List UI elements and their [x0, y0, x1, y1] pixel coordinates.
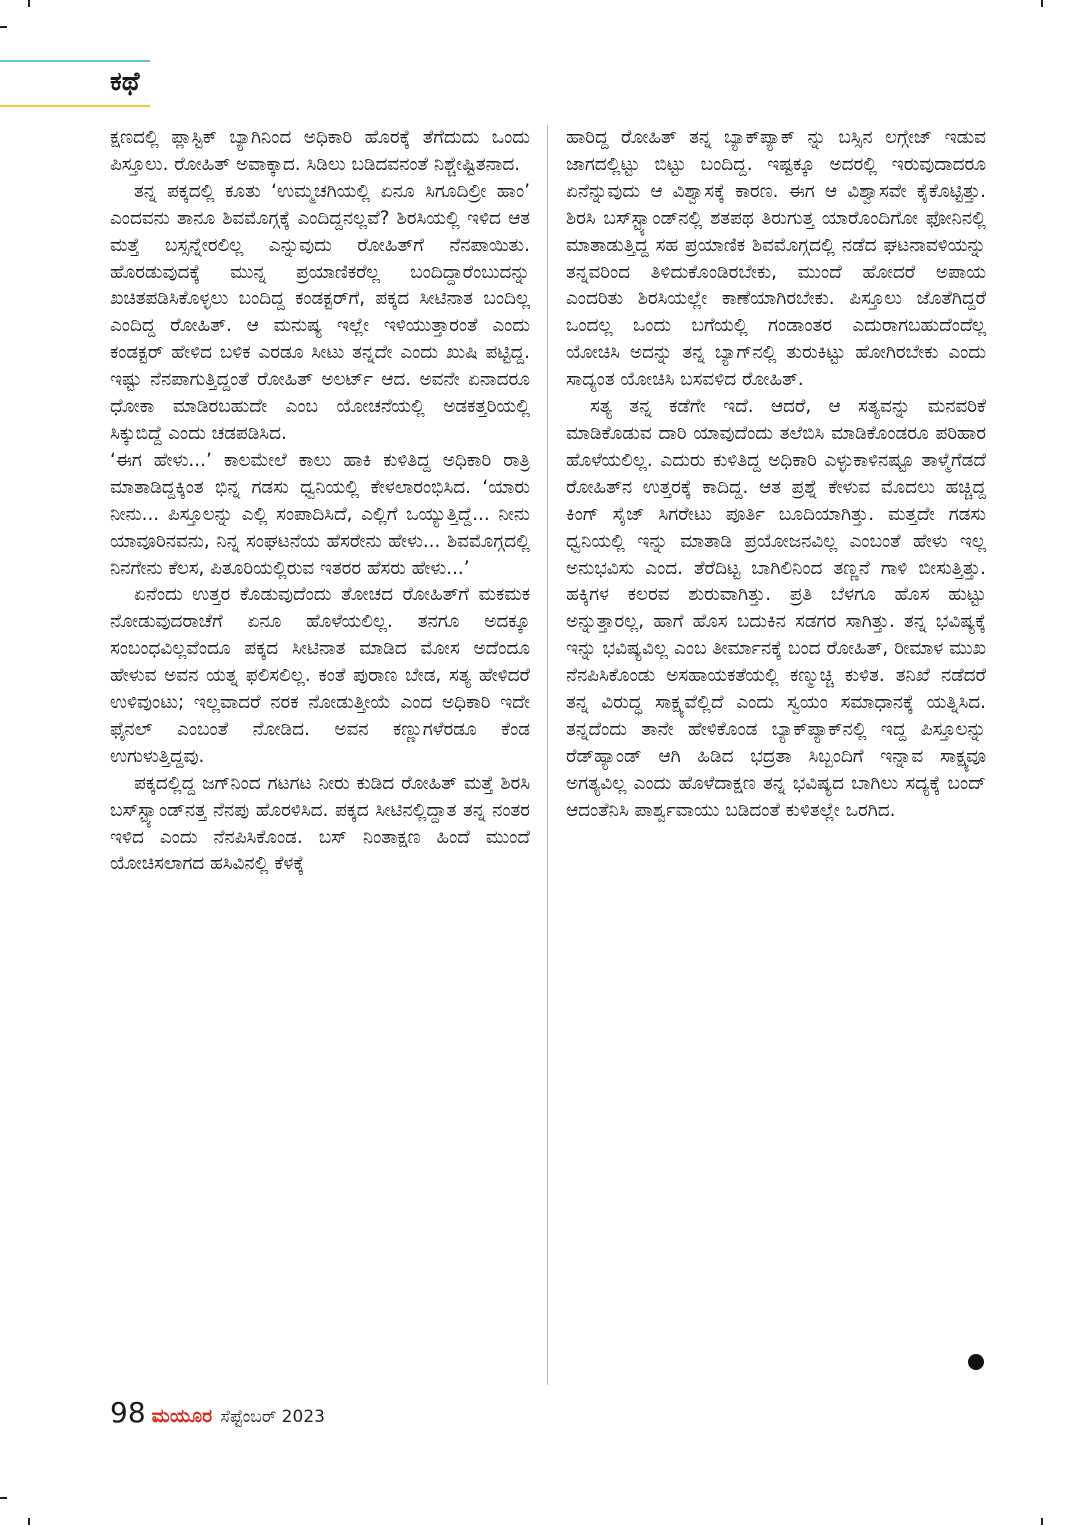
page-footer — [110, 1396, 325, 1430]
section-title: ಕಥೆ — [110, 67, 140, 97]
paragraph: ‘ಈಗ ಹೇಳು...’ ಕಾಲಮೇಲೆ ಕಾಲು ಹಾಕಿ ಕುಳಿತಿದ್ದ ಅಧಿಕಾರಿ ರಾತ್ರಿ ಮಾತಾಡಿದ್ದಕ್ಕಿಂತ ಭಿನ್ನ ಗಡಸು ಧ್ವನಿಯಲ್ಲಿ ಕೇಳಲಾರಂಭಿಸಿದ. ‘ಯಾರು ನೀನು... ಪಿಸ್ತೂಲನ್ನು ಎಲ್ಲಿ ಸಂಪಾದಿಸಿದೆ, ಎಲ್ಲಿಗೆ ಒಯ್ಯುತ್ತಿದ್ದೆ... ನೀನು ಯಾವೂರಿನವನು, ನಿನ್ನ ಸಂಘಟನೆಯ ಹೆಸರೇನು ಹೇಳು... ಶಿವಮೊಗ್ಗದಲ್ಲಿ ನಿನಗೇನು ಕೆಲಸ, ಪಿತೂರಿಯಲ್ಲಿರುವ ಇತರರ ಹೆಸರು ಹೇಳು...’ — [110, 449, 530, 579]
issue-date: ಸೆಪ್ಟೆಂಬರ್ 2023 — [220, 1407, 325, 1427]
crop-mark — [1041, 1518, 1043, 1525]
story-end-bullet-icon — [968, 1354, 984, 1370]
paragraph: ಸತ್ಯ ತನ್ನ ಕಡೆಗೇ ಇದೆ. ಆದರೆ, ಆ ಸತ್ಯವನ್ನು ಮನವರಿಕೆ ಮಾಡಿಕೊಡುವ ದಾರಿ ಯಾವುದೆಂದು ತಲೆಬಿಸಿ ಮಾಡಿಕೊಂಡರೂ ಪರಿಹಾರ ಹೊಳೆಯಲಿಲ್ಲ. ಎದುರು ಕುಳಿತಿದ್ದ ಅಧಿಕಾರಿ ಎಳ್ಳುಕಾಳಿನಷ್ಟೂ ತಾಳ್ಮೆಗೆಡದೆ ರೋಹಿತ್‌ನ ಉತ್ತರಕ್ಕೆ ಕಾದಿದ್ದ. ಆತ ಪ್ರಶ್ನೆ ಕೇಳುವ ಮೊದಲು ಹಚ್ಚಿದ್ದ ಕಿಂಗ್ ಸೈಜ್ ಸಿಗರೇಟು ಪೂರ್ತಿ ಬೂದಿಯಾಗಿತ್ತು. ಮತ್ತದೇ ಗಡಸು ಧ್ವನಿಯಲ್ಲಿ ಇನ್ನು ಮಾತಾಡಿ ಪ್ರಯೋಜನವಿಲ್ಲ ಎಂಬಂತೆ ಹೇಳು ಇಲ್ಲ ಅನುಭವಿಸು ಎಂದ. ತೆರೆದಿಟ್ಟ ಬಾಗಿಲಿನಿಂದ ತಣ್ಣನೆ ಗಾಳಿ ಬೀಸುತ್ತಿತ್ತು. ಹಕ್ಕಿಗಳ ಕಲರವ ಶುರುವಾಗಿತ್ತು. ಪ್ರತಿ ಬೆಳಗೂ ಹೊಸ ಹುಟ್ಟು ಅನ್ನುತ್ತಾರಲ್ಲ, ಹಾಗೆ ಹೊಸ ಬದುಕಿನ ಸಡಗರ ಸಾಗಿತ್ತು. ತನ್ನ ಭವಿಷ್ಯಕ್ಕೆ ಇನ್ನು ಭವಿಷ್ಯವಿಲ್ಲ ಎಂಬ ತೀರ್ಮಾನಕ್ಕೆ ಬಂದ ರೋಹಿತ್, ರೀಮಾಳ ಮುಖ ನೆನಪಿಸಿಕೊಂಡು ಅಸಹಾಯಕತೆಯಲ್ಲಿ ಕಣ್ಮುಚ್ಚಿ ಕುಳಿತ. ತನಿಖೆ ನಡೆದರೆ ತನ್ನ ವಿರುದ್ಧ ಸಾಕ್ಷ್ಯವೆಲ್ಲಿದೆ ಎಂದು ಸ್ವಯಂ ಸಮಾಧಾನಕ್ಕೆ ಯತ್ನಿಸಿದ. ತನ್ನದೆಂದು ತಾನೇ ಹೇಳಿಕೊಂಡ ಬ್ಯಾಕ್‌ಪ್ಯಾಕ್‌ನಲ್ಲಿ ಇದ್ದ ಪಿಸ್ತೂಲನ್ನು ರೆಡ್‌ಹ್ಯಾಂಡ್ ಆಗಿ ಹಿಡಿದ ಭದ್ರತಾ ಸಿಬ್ಬಂದಿಗೆ ಇನ್ನಾವ ಸಾಕ್ಷ್ಯವೂ ಅಗತ್ಯವಿಲ್ಲ ಎಂದು ಹೊಳೆದಾಕ್ಷಣ ತನ್ನ ಭವಿಷ್ಯದ ಬಾಗಿಲು ಸದ್ಯಕ್ಕೆ ಬಂದ್ ಆದಂತೆನಿಸಿ ಪಾರ್ಶ್ವವಾಯು ಬಡಿದಂತೆ ಕುಳಿತಲ್ಲೇ ಒರಗಿದ. — [566, 396, 986, 821]
crop-mark — [0, 1497, 7, 1499]
crop-mark — [28, 1518, 30, 1525]
article-column-left — [110, 125, 530, 878]
paragraph: ಹಾರಿದ್ದ ರೋಹಿತ್ ತನ್ನ ಬ್ಯಾಕ್‌ಪ್ಯಾಕ್ ನ್ನು ಬಸ್ಸಿನ ಲಗ್ಗೇಜ್ ಇಡುವ ಜಾಗದಲ್ಲಿಟ್ಟು ಬಿಟ್ಟು ಬಂದಿದ್ದ. ಇಷ್ಟಕ್ಕೂ ಅದರಲ್ಲಿ ಇರುವುದಾದರೂ ಏನೆನ್ನುವುದು ಆ ವಿಶ್ವಾಸಕ್ಕೆ ಕಾರಣ. ಈಗ ಆ ವಿಶ್ವಾಸವೇ ಕೈಕೊಟ್ಟಿತ್ತು. ಶಿರಸಿ ಬಸ್‌ಸ್ಟ್ಯಾಂಡ್‌ನಲ್ಲಿ ಶತಪಥ ತಿರುಗುತ್ತ ಯಾರೊಂದಿಗೋ ಫೋನಿನಲ್ಲಿ ಮಾತಾಡುತ್ತಿದ್ದ ಸಹ ಪ್ರಯಾಣಿಕ ಶಿವಮೊಗ್ಗದಲ್ಲಿ ನಡೆದ ಘಟನಾವಳಿಯನ್ನು ತನ್ನವರಿಂದ ತಿಳಿದುಕೊಂಡಿರಬೇಕು, ಮುಂದೆ ಹೋದರೆ ಅಪಾಯ ಎಂದರಿತು ಶಿರಸಿಯಲ್ಲೇ ಕಾಣೆಯಾಗಿರಬೇಕು. ಪಿಸ್ತೂಲು ಜೊತೆಗಿದ್ದರೆ ಒಂದಲ್ಲ ಒಂದು ಬಗೆಯಲ್ಲಿ ಗಂಡಾಂತರ ಎದುರಾಗಬಹುದೆಂದೆಲ್ಲ ಯೋಚಿಸಿ ಅದನ್ನು ತನ್ನ ಬ್ಯಾಗ್‌ನಲ್ಲಿ ತುರುಕಿಟ್ಟು ಹೋಗಿರಬೇಕು ಎಂದು ಸಾದ್ಯಂತ ಯೋಚಿಸಿ ಬಸವಳಿದ ರೋಹಿತ್. — [566, 127, 986, 391]
crop-mark — [1041, 0, 1043, 7]
section-rule-top — [0, 60, 150, 62]
section-rule-bottom — [0, 105, 150, 107]
crop-mark — [28, 0, 30, 7]
paragraph: ಕ್ಷಣದಲ್ಲಿ ಪ್ಲಾಸ್ಟಿಕ್ ಬ್ಯಾಗಿನಿಂದ ಅಧಿಕಾರಿ ಹೊರಕ್ಕೆ ತೆಗೆದುದು ಒಂದು ಪಿಸ್ತೂಲು. ರೋಹಿತ್ ಅವಾಕ್ಕಾದ. ಸಿಡಿಲು ಬಡಿದವನಂತೆ ನಿಶ್ಚೇಷ್ಟಿತನಾದ. — [110, 127, 530, 175]
paragraph: ತನ್ನ ಪಕ್ಕದಲ್ಲಿ ಕೂತು ‘ಉಮ್ಮಚಗಿಯಲ್ಲಿ ಏನೂ ಸಿಗೂದಿಲ್ರೀ ಹಾಂ’ ಎಂದವನು ತಾನೂ ಶಿವಮೊಗ್ಗಕ್ಕೆ ಎಂದಿದ್ದನಲ್ಲವೆ? ಶಿರಸಿಯಲ್ಲಿ ಇಳಿದ ಆತ ಮತ್ತೆ ಬಸ್ಸನ್ನೇರಲಿಲ್ಲ ಎನ್ನುವುದು ರೋಹಿತ್‌ಗೆ ನೆನಪಾಯಿತು. ಹೊರಡುವುದಕ್ಕೆ ಮುನ್ನ ಪ್ರಯಾಣಿಕರೆಲ್ಲ ಬಂದಿದ್ದಾರೆಂಬುದನ್ನು ಖಚಿತಪಡಿಸಿಕೊಳ್ಳಲು ಬಂದಿದ್ದ ಕಂಡಕ್ಟರ್‌ಗೆ, ಪಕ್ಕದ ಸೀಟಿನಾತ ಬಂದಿಲ್ಲ ಎಂದಿದ್ದ ರೋಹಿತ್. ಆ ಮನುಷ್ಯ ಇಲ್ಲೇ ಇಳಿಯುತ್ತಾರಂತೆ ಎಂದು ಕಂಡಕ್ಟರ್ ಹೇಳಿದ ಬಳಿಕ ಎರಡೂ ಸೀಟು ತನ್ನದೇ ಎಂದು ಖುಷಿ ಪಟ್ಟಿದ್ದ. ಇಷ್ಟು ನೆನಪಾಗುತ್ತಿದ್ದಂತೆ ರೋಹಿತ್ ಅಲರ್ಟ್ ಆದ. ಅವನೇ ಏನಾದರೂ ಧೋಕಾ ಮಾಡಿರಬಹುದೇ ಎಂಬ ಯೋಚನೆಯಲ್ಲಿ ಅಡಕತ್ತರಿಯಲ್ಲಿ ಸಿಕ್ಕುಬಿದ್ದೆ ಎಂದು ಚಡಪಡಿಸಿದ. — [110, 180, 530, 444]
article-column-right — [566, 125, 986, 825]
column-divider — [547, 125, 548, 1385]
paragraph: ಪಕ್ಕದಲ್ಲಿದ್ದ ಜಗ್‌ನಿಂದ ಗಟಗಟ ನೀರು ಕುಡಿದ ರೋಹಿತ್ ಮತ್ತೆ ಶಿರಸಿ ಬಸ್‌ಸ್ಟ್ಯಾಂಡ್‌ನತ್ತ ನೆನಪು ಹೊರಳಿಸಿದ. ಪಕ್ಕದ ಸೀಟಿನಲ್ಲಿದ್ದಾತ ತನ್ನ ನಂತರ ಇಳಿದ ಎಂದು ನೆನಪಿಸಿಕೊಂಡ. ಬಸ್ ನಿಂತಾಕ್ಷಣ ಹಿಂದೆ ಮುಂದೆ ಯೋಚಿಸಲಾಗದ ಹಸಿವಿನಲ್ಲಿ ಕೆಳಕ್ಕೆ — [110, 772, 530, 875]
page-number: 98 — [110, 1396, 146, 1429]
paragraph: ಏನೆಂದು ಉತ್ತರ ಕೊಡುವುದೆಂದು ತೋಚದ ರೋಹಿತ್‌ಗೆ ಮಕಮಕ ನೋಡುವುದರಾಚೆಗೆ ಏನೂ ಹೊಳೆಯಲಿಲ್ಲ. ತನಗೂ ಅದಕ್ಕೂ ಸಂಬಂಧವಿಲ್ಲವೆಂದೂ ಪಕ್ಕದ ಸೀಟಿನಾತ ಮಾಡಿದ ಮೋಸ ಅದೆಂದೂ ಹೇಳುವ ಅವನ ಯತ್ನ ಫಲಿಸಲಿಲ್ಲ. ಕಂತೆ ಪುರಾಣ ಬೇಡ, ಸತ್ಯ ಹೇಳಿದರೆ ಉಳಿವುಂಟು; ಇಲ್ಲವಾದರೆ ನರಕ ನೋಡುತ್ತೀಯೆ ಎಂದ ಅಧಿಕಾರಿ ಇದೇ ಫೈನಲ್ ಎಂಬಂತೆ ನೋಡಿದ. ಅವನ ಕಣ್ಣುಗಳೆರಡೂ ಕೆಂಡ ಉಗುಳುತ್ತಿದ್ದವು. — [110, 584, 530, 767]
magazine-logo: ಮಯೂರ — [151, 1405, 213, 1427]
crop-mark — [0, 26, 7, 28]
